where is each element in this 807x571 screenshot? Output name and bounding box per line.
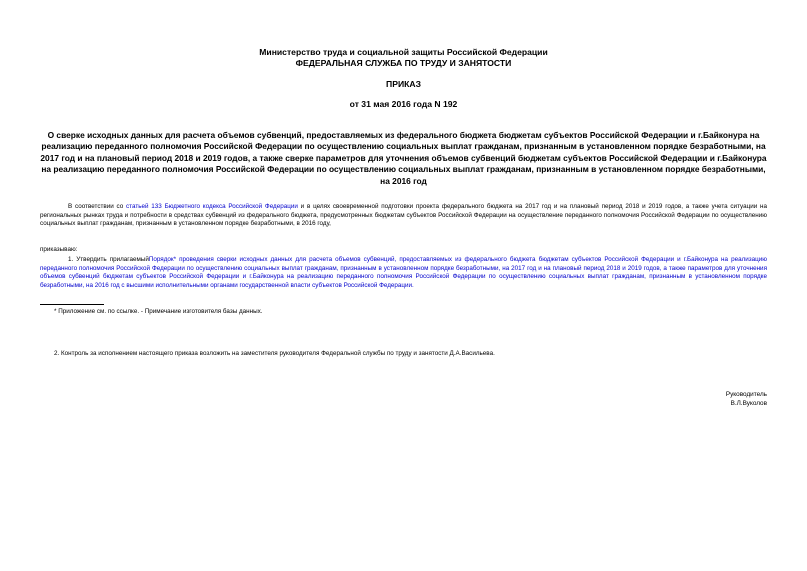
footnote-divider — [40, 304, 104, 305]
budget-code-link[interactable]: статьей 133 Бюджетного кодекса Российской Федерации — [126, 203, 298, 210]
order-word: приказываю: — [40, 246, 78, 253]
doc-type: ПРИКАЗ — [386, 79, 421, 89]
service-name: ФЕДЕРАЛЬНАЯ СЛУЖБА ПО ТРУДУ И ЗАНЯТОСТИ — [295, 58, 512, 68]
item-2: 2. Контроль за исполнением настоящего приказа возложить на заместителя руководителя Федеральной службы по труду и занятости Д.А.Васильева. — [54, 350, 495, 357]
preamble — [40, 203, 767, 229]
preamble-text-after: и в целях своевременной подготовки проекта федерального бюджета на 2017 год и на плановый период 2018 и 2019 годов, а также учета ситуации на региональных рынках труда и потребности в средствах субвенций из федерального бюджета, предусмотренных бюджетам субъектов Российской Федерации на осуществление переданного полномочия Российской Федерации по осуществлению социальных выплат гражданам, признанным в установленном порядке безработными, в 2016 году, — [40, 203, 767, 228]
item-1-prefix: 1. Утвердить прилагаемый — [68, 256, 149, 263]
procedure-link[interactable]: Порядок* проведения сверки исходных данных для расчета объемов субвенций, предоставляемых из федерального бюджета бюджетам субъектов Российской Федерации и г.Байконура на реализацию переданного полномочия Российской Федерации по осуществлению социальных выплат гражданам, признанным в установленном порядке безработными, на 2017 год и на плановый период 2018 и 2019 годов, а также параметров для уточнения объемов субвенций бюджетам субъектов Российской Федерации и г.Байконура на реализацию переданного полномочия Российской Федерации по осуществлению социальных выплат гражданам, признанным в установленном порядке безработными, на 2016 год с высшими исполнительными органами государственной власти субъектов Российской Федерации. — [40, 256, 767, 289]
signature-position: Руководитель — [725, 391, 767, 398]
preamble-text-before: В соответствии со — [68, 203, 127, 210]
document-title: О сверке исходных данных для расчета объемов субвенций, предоставляемых из федерального бюджета бюджетам субъектов Российской Федерации и г.Байконура на реализацию переданного полномочия Российской Федерации по осуществлению социальных выплат гражданам, признанным в установленном порядке безработными, на 2017 год и на плановый период 2018 и 2019 годов, а также сверке параметров для уточнения объемов субвенций бюджетам субъектов Российской Федерации и г.Байконура на реализацию переданного полномочия Российской Федерации по осуществлению социальных выплат гражданам, признанным в установленном порядке безработными, на 2016 год — [40, 130, 767, 186]
footnote: * Приложение см. по ссылке. - Примечание изготовителя базы данных. — [54, 308, 263, 315]
item-1 — [40, 256, 767, 290]
date-number: от 31 мая 2016 года N 192 — [349, 99, 458, 109]
signature-name: В.Л.Вуколов — [730, 400, 767, 407]
ministry-name: Министерство труда и социальной защиты Российской Федерации — [259, 47, 548, 57]
